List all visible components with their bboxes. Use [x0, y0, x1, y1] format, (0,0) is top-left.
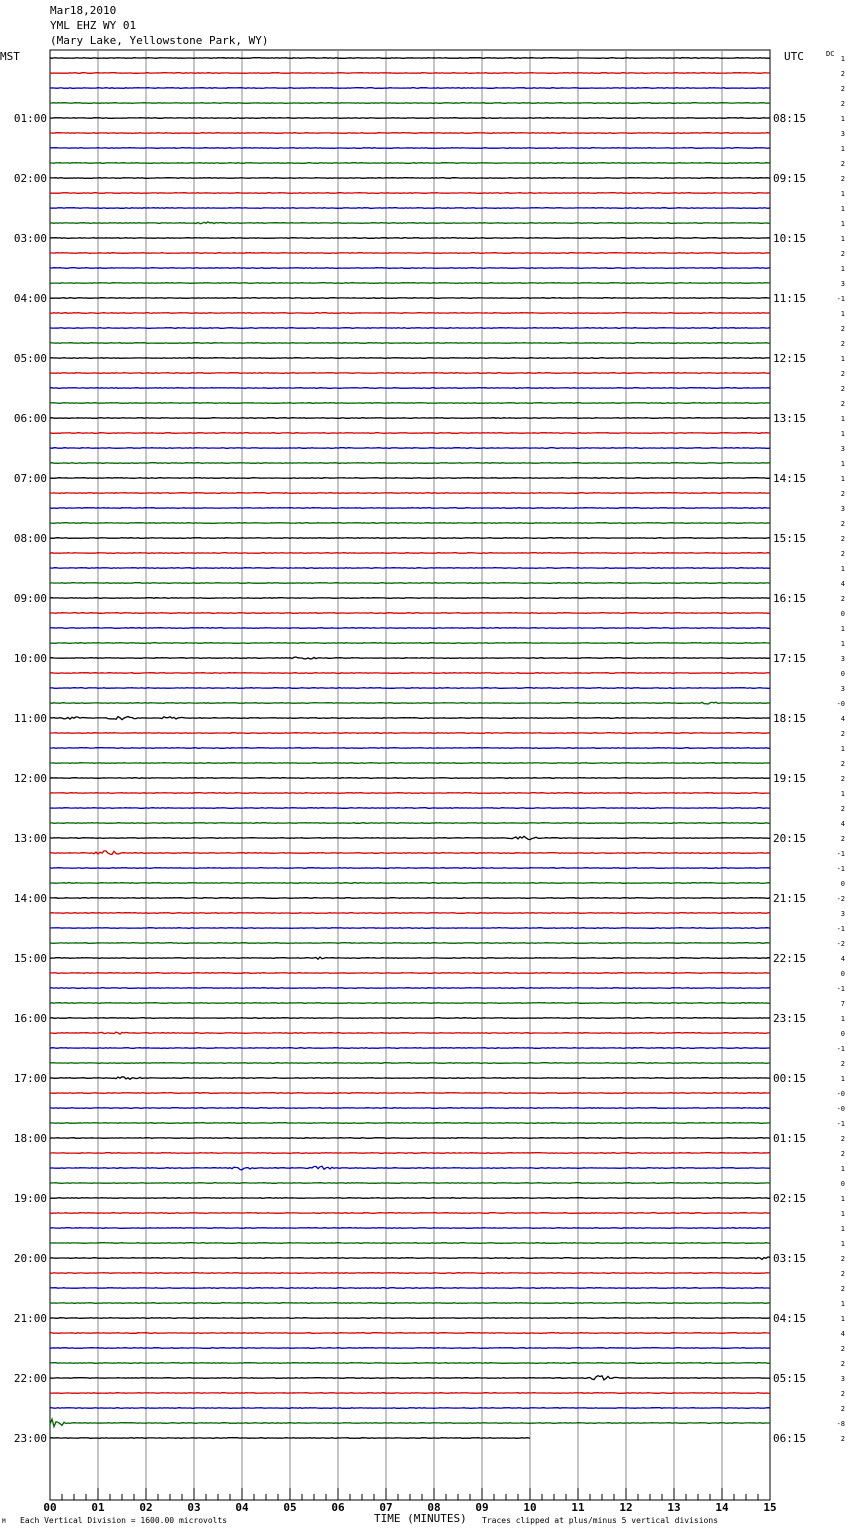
dc-offset-value: 3: [840, 445, 845, 453]
seismic-trace: [50, 1093, 770, 1094]
mst-hour-label: 17:00: [13, 1072, 47, 1085]
seismic-trace: [50, 433, 770, 434]
utc-hour-label: 08:15: [773, 112, 807, 125]
dc-offset-value: 3: [840, 130, 845, 138]
utc-hour-label: 06:15: [773, 1432, 807, 1445]
mst-hour-label: 19:00: [13, 1192, 47, 1205]
mst-hour-label: 08:00: [13, 532, 47, 545]
dc-offset-value: -1: [836, 850, 845, 858]
dc-offset-value: 2: [840, 805, 845, 813]
dc-offset-value: 2: [840, 325, 845, 333]
seismic-trace: [50, 268, 770, 269]
mst-hour-label: 20:00: [13, 1252, 47, 1265]
seismic-trace: [50, 748, 770, 749]
station-code: YML EHZ WY 01: [50, 19, 137, 32]
dc-offset-value: -0: [836, 1105, 845, 1113]
utc-hour-label: 19:15: [773, 772, 807, 785]
seismic-trace: [50, 973, 770, 974]
dc-offset-value: 4: [840, 1330, 845, 1338]
utc-hour-label: 03:15: [773, 1252, 807, 1265]
dc-offset-value: 2: [840, 1270, 845, 1278]
seismic-trace: [50, 1123, 770, 1124]
dc-offset-value: 1: [840, 1210, 845, 1218]
dc-offset-value: 2: [840, 730, 845, 738]
dc-offset-value: 2: [840, 1345, 845, 1353]
dc-offset-value: 1: [840, 115, 845, 123]
dc-offset-value: 0: [840, 1030, 845, 1038]
clip-note: Traces clipped at plus/minus 5 vertical divisions: [482, 1516, 719, 1525]
x-tick-label: 11: [571, 1501, 585, 1514]
seismic-trace: [50, 1333, 770, 1334]
seismic-trace: [50, 178, 770, 179]
seismic-trace: [50, 928, 770, 929]
seismic-trace: [50, 328, 770, 329]
seismic-trace: [50, 1063, 770, 1064]
dc-offset-value: -2: [836, 895, 845, 903]
dc-offset-value: 4: [840, 580, 845, 588]
dc-offset-value: 2: [840, 490, 845, 498]
seismic-trace: [50, 808, 770, 809]
dc-offset-header: DC: [826, 50, 835, 58]
seismic-trace: [50, 403, 770, 404]
dc-offset-value: 1: [840, 1315, 845, 1323]
dc-offset-value: 1: [840, 235, 845, 243]
dc-offset-value: 3: [840, 655, 845, 663]
seismic-trace: [50, 1288, 770, 1289]
dc-offset-value: 2: [840, 370, 845, 378]
seismic-trace: [50, 673, 770, 674]
dc-offset-value: -1: [836, 1120, 845, 1128]
seismic-trace: [50, 103, 770, 104]
dc-offset-value: 1: [840, 790, 845, 798]
dc-offset-value: 2: [840, 175, 845, 183]
mst-hour-label: 23:00: [13, 1432, 47, 1445]
dc-offset-value: 1: [840, 145, 845, 153]
dc-offset-value: 2: [840, 550, 845, 558]
dc-offset-value: 2: [840, 160, 845, 168]
dc-offset-value: 2: [840, 1285, 845, 1293]
x-tick-label: 10: [523, 1501, 537, 1514]
utc-hour-label: 20:15: [773, 832, 807, 845]
seismic-trace: [50, 568, 770, 569]
seismic-trace: [50, 388, 770, 389]
seismic-trace: [50, 238, 770, 239]
dc-offset-value: 2: [840, 1255, 845, 1263]
mst-hour-label: 09:00: [13, 592, 47, 605]
mst-hour-label: 18:00: [13, 1132, 47, 1145]
dc-offset-value: -1: [836, 295, 845, 303]
seismic-trace: [50, 598, 770, 599]
mst-hour-label: 12:00: [13, 772, 47, 785]
dc-offset-value: 1: [840, 640, 845, 648]
utc-hour-label: 13:15: [773, 412, 807, 425]
seismic-trace: [50, 1213, 770, 1214]
seismic-trace: [50, 313, 770, 314]
seismic-trace: [50, 851, 770, 855]
dc-offset-value: -1: [836, 1045, 845, 1053]
mst-hour-label: 16:00: [13, 1012, 47, 1025]
utc-hour-label: 18:15: [773, 712, 807, 725]
mst-hour-label: 03:00: [13, 232, 47, 245]
mst-hour-label: 04:00: [13, 292, 47, 305]
scale-note: Each Vertical Division = 1600.00 microvolts: [20, 1516, 228, 1525]
utc-hour-label: 16:15: [773, 592, 807, 605]
utc-hour-label: 17:15: [773, 652, 807, 665]
dc-offset-value: 2: [840, 1150, 845, 1158]
utc-hour-label: 09:15: [773, 172, 807, 185]
dc-offset-value: 1: [840, 190, 845, 198]
x-tick-label: 14: [715, 1501, 729, 1514]
x-tick-label: 15: [763, 1501, 777, 1514]
seismic-trace: [50, 493, 770, 494]
dc-offset-value: 2: [840, 250, 845, 258]
dc-offset-value: 1: [840, 1195, 845, 1203]
seismic-trace: [50, 148, 770, 149]
dc-offset-value: 0: [840, 610, 845, 618]
helicorder-date: Mar18,2010: [50, 4, 117, 17]
utc-hour-label: 22:15: [773, 952, 807, 965]
dc-offset-value: 1: [840, 415, 845, 423]
dc-offset-value: 1: [840, 220, 845, 228]
seismic-trace: [50, 1032, 770, 1034]
dc-offset-value: 2: [840, 100, 845, 108]
seismic-trace: [50, 88, 770, 89]
left-timezone-label: MST: [0, 50, 20, 63]
dc-offset-value: 2: [840, 775, 845, 783]
seismic-trace: [50, 1348, 770, 1349]
dc-offset-value: 1: [840, 310, 845, 318]
dc-offset-value: 1: [840, 1015, 845, 1023]
dc-offset-value: 1: [840, 355, 845, 363]
mst-hour-label: 21:00: [13, 1312, 47, 1325]
seismic-trace: [50, 538, 770, 539]
utc-hour-label: 02:15: [773, 1192, 807, 1205]
x-tick-label: 07: [379, 1501, 393, 1514]
dc-offset-value: 0: [840, 670, 845, 678]
mst-hour-label: 01:00: [13, 112, 47, 125]
seismic-trace: [50, 1138, 770, 1139]
seismic-trace: [50, 133, 770, 134]
dc-offset-value: 2: [840, 1435, 845, 1443]
x-tick-label: 06: [331, 1501, 345, 1514]
dc-offset-value: 2: [840, 1390, 845, 1398]
seismic-trace: [50, 943, 770, 944]
seismic-trace: [50, 583, 770, 584]
x-tick-label: 09: [475, 1501, 489, 1514]
dc-offset-value: -1: [836, 985, 845, 993]
dc-offset-value: 2: [840, 1360, 845, 1368]
x-tick-label: 08: [427, 1501, 441, 1514]
utc-hour-label: 21:15: [773, 892, 807, 905]
dc-offset-value: 1: [840, 1300, 845, 1308]
dc-offset-value: 2: [840, 1135, 845, 1143]
seismic-trace: [50, 358, 770, 359]
x-axis-title: TIME (MINUTES): [374, 1512, 467, 1525]
dc-offset-value: -1: [836, 865, 845, 873]
dc-offset-value: -8: [836, 1420, 845, 1428]
dc-offset-value: 2: [840, 385, 845, 393]
seismic-trace: [50, 1183, 770, 1184]
dc-offset-value: 1: [840, 475, 845, 483]
seismic-trace: [50, 657, 770, 659]
seismic-trace: [50, 988, 770, 989]
seismic-trace: [50, 898, 770, 899]
seismic-trace: [50, 883, 770, 884]
dc-offset-value: 7: [840, 1000, 845, 1008]
mst-hour-label: 14:00: [13, 892, 47, 905]
seismic-trace: [50, 836, 770, 839]
dc-offset-value: 4: [840, 715, 845, 723]
dc-offset-value: 4: [840, 820, 845, 828]
utc-hour-label: 04:15: [773, 1312, 807, 1325]
seismic-trace: [50, 1243, 770, 1244]
dc-offset-value: 2: [840, 400, 845, 408]
dc-offset-value: 1: [840, 1075, 845, 1083]
seismic-trace: [50, 163, 770, 164]
seismic-trace: [50, 733, 770, 734]
utc-hour-label: 05:15: [773, 1372, 807, 1385]
x-tick-label: 00: [43, 1501, 57, 1514]
seismic-trace: [50, 373, 770, 374]
mst-hour-label: 10:00: [13, 652, 47, 665]
seismic-trace: [50, 418, 770, 419]
dc-offset-value: 1: [840, 745, 845, 753]
seismic-trace: [50, 1363, 770, 1364]
x-tick-label: 04: [235, 1501, 249, 1514]
dc-offset-value: 3: [840, 685, 845, 693]
seismic-trace: [50, 1273, 770, 1274]
seismic-trace: [50, 283, 770, 284]
utc-hour-label: 14:15: [773, 472, 807, 485]
right-timezone-label: UTC: [784, 50, 804, 63]
dc-offset-value: 3: [840, 1375, 845, 1383]
seismic-trace: [50, 1108, 770, 1109]
x-tick-label: 05: [283, 1501, 297, 1514]
utc-hour-label: 10:15: [773, 232, 807, 245]
seismic-trace: [50, 763, 770, 764]
seismic-trace: [50, 957, 770, 959]
seismic-trace: [50, 1419, 770, 1427]
corner-mark: M: [2, 1518, 6, 1525]
seismic-trace: [50, 688, 770, 689]
seismic-trace: [50, 523, 770, 524]
dc-offset-value: 1: [840, 55, 845, 63]
seismic-trace: [50, 553, 770, 554]
mst-hour-label: 02:00: [13, 172, 47, 185]
seismic-trace: [50, 58, 770, 59]
seismic-trace: [50, 913, 770, 914]
seismic-trace: [50, 508, 770, 509]
mst-hour-label: 11:00: [13, 712, 47, 725]
x-tick-label: 03: [187, 1501, 201, 1514]
dc-offset-value: 2: [840, 535, 845, 543]
dc-offset-value: -2: [836, 940, 845, 948]
mst-hour-label: 05:00: [13, 352, 47, 365]
x-tick-label: 12: [619, 1501, 633, 1514]
utc-hour-label: 12:15: [773, 352, 807, 365]
seismic-trace: [50, 717, 770, 720]
dc-offset-value: 1: [840, 565, 845, 573]
seismic-trace: [50, 823, 770, 824]
dc-offset-value: 0: [840, 1180, 845, 1188]
seismic-trace: [50, 1393, 770, 1394]
dc-offset-value: 2: [840, 835, 845, 843]
dc-offset-value: 0: [840, 880, 845, 888]
dc-offset-value: 2: [840, 1060, 845, 1068]
dc-offset-value: -1: [836, 925, 845, 933]
dc-offset-value: 1: [840, 430, 845, 438]
utc-hour-label: 00:15: [773, 1072, 807, 1085]
mst-hour-label: 06:00: [13, 412, 47, 425]
seismic-trace: [50, 1003, 770, 1004]
dc-offset-value: 1: [840, 1240, 845, 1248]
seismic-trace: [50, 208, 770, 209]
seismic-trace: [50, 1228, 770, 1229]
seismic-trace: [50, 1153, 770, 1154]
seismic-trace: [50, 448, 770, 449]
seismic-trace: [50, 1077, 770, 1080]
utc-hour-label: 15:15: [773, 532, 807, 545]
seismic-trace: [50, 463, 770, 464]
seismic-trace: [50, 793, 770, 794]
seismic-trace: [50, 222, 770, 224]
dc-offset-value: 2: [840, 760, 845, 768]
dc-offset-value: 2: [840, 1405, 845, 1413]
dc-offset-value: 2: [840, 520, 845, 528]
seismic-trace: [50, 298, 770, 299]
dc-offset-value: 1: [840, 205, 845, 213]
seismic-trace: [50, 253, 770, 254]
dc-offset-value: -0: [836, 700, 845, 708]
mst-hour-label: 07:00: [13, 472, 47, 485]
dc-offset-value: 4: [840, 955, 845, 963]
seismic-trace: [50, 702, 770, 704]
seismic-trace: [50, 343, 770, 344]
utc-hour-label: 01:15: [773, 1132, 807, 1145]
seismic-trace: [50, 1048, 770, 1049]
dc-offset-value: 3: [840, 505, 845, 513]
seismic-trace: [50, 1318, 770, 1319]
dc-offset-value: -0: [836, 1090, 845, 1098]
station-location: (Mary Lake, Yellowstone Park, WY): [50, 34, 269, 47]
seismic-trace: [50, 643, 770, 644]
seismic-trace: [50, 778, 770, 779]
seismic-trace: [50, 628, 770, 629]
seismic-trace: [50, 613, 770, 614]
dc-offset-value: 1: [840, 460, 845, 468]
x-tick-label: 01: [91, 1501, 105, 1514]
seismic-trace: [50, 868, 770, 869]
x-tick-label: 13: [667, 1501, 681, 1514]
seismic-trace: [50, 73, 770, 74]
seismic-trace: [50, 1257, 770, 1259]
seismic-trace: [50, 1166, 770, 1170]
dc-offset-value: 2: [840, 340, 845, 348]
seismic-trace: [50, 478, 770, 479]
mst-hour-label: 13:00: [13, 832, 47, 845]
dc-offset-value: 3: [840, 910, 845, 918]
dc-offset-value: 1: [840, 265, 845, 273]
utc-hour-label: 23:15: [773, 1012, 807, 1025]
seismic-trace: [50, 193, 770, 194]
utc-hour-label: 11:15: [773, 292, 807, 305]
mst-hour-label: 22:00: [13, 1372, 47, 1385]
dc-offset-value: 1: [840, 1225, 845, 1233]
seismic-trace: [50, 1198, 770, 1199]
dc-offset-value: 3: [840, 280, 845, 288]
dc-offset-value: 2: [840, 595, 845, 603]
x-tick-label: 02: [139, 1501, 153, 1514]
dc-offset-value: 0: [840, 970, 845, 978]
seismic-trace: [50, 1018, 770, 1019]
dc-offset-value: 1: [840, 625, 845, 633]
seismic-trace: [50, 118, 770, 119]
seismic-trace: [50, 1303, 770, 1304]
dc-offset-value: 1: [840, 1165, 845, 1173]
mst-hour-label: 15:00: [13, 952, 47, 965]
dc-offset-value: 2: [840, 70, 845, 78]
dc-offset-value: 2: [840, 85, 845, 93]
seismic-trace: [50, 1376, 770, 1380]
seismic-trace: [50, 1408, 770, 1409]
seismic-trace: [50, 1438, 530, 1439]
